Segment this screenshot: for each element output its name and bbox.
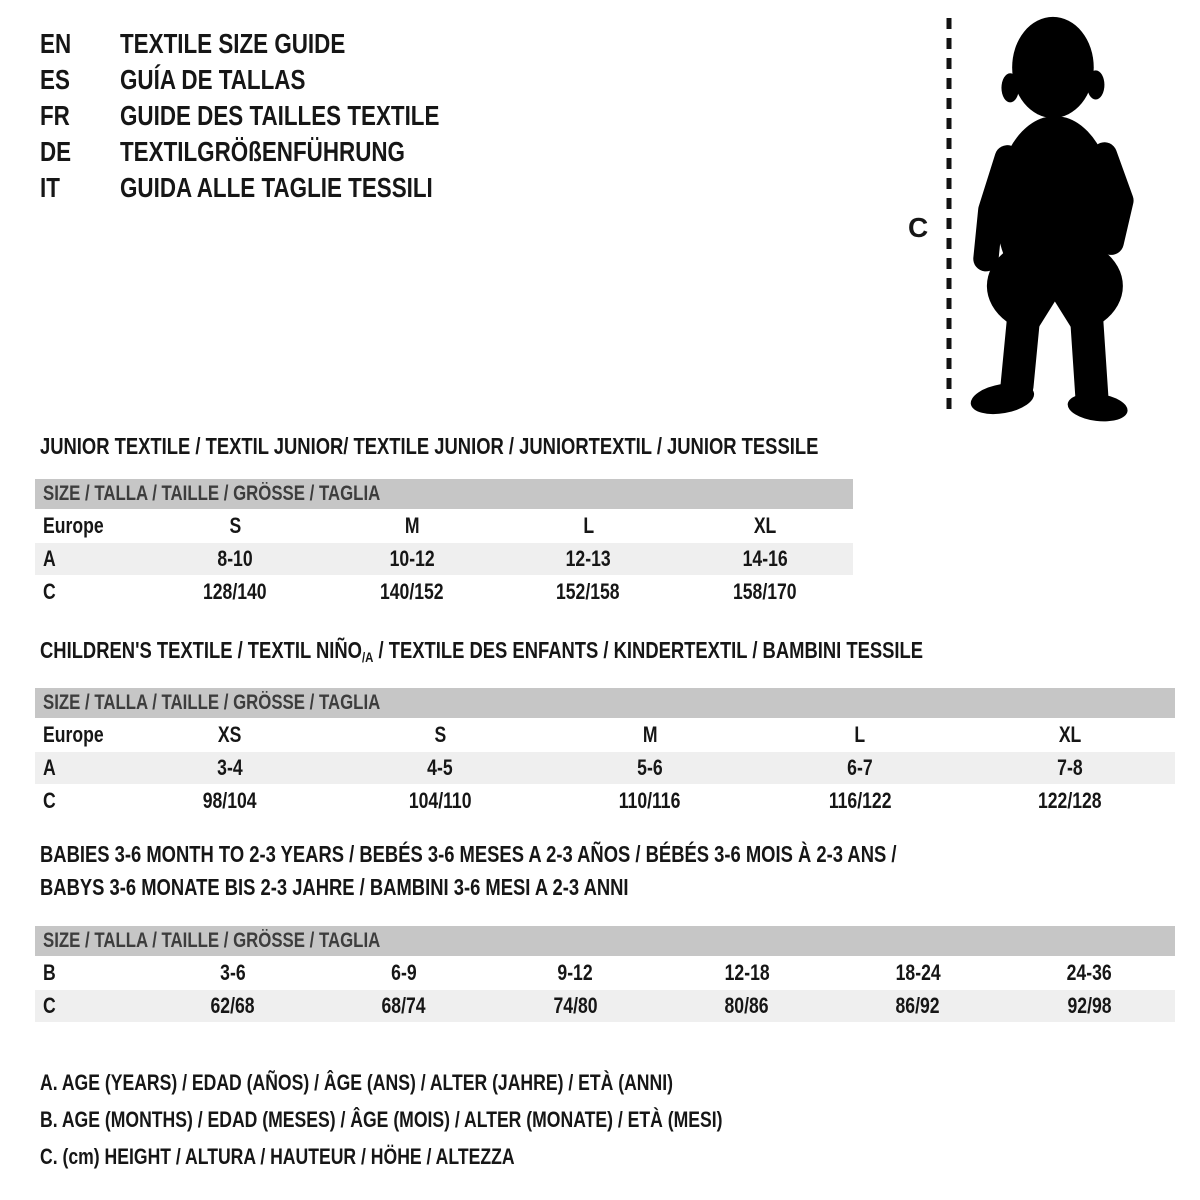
table-cell: S <box>434 722 446 747</box>
table-cell: 12-18 <box>724 960 770 985</box>
table-row <box>35 784 1175 817</box>
table-cell: 80/86 <box>724 993 769 1018</box>
table-cell: 3-6 <box>219 960 246 985</box>
table-cell: 24-36 <box>1066 960 1112 985</box>
table-cell: XL <box>1058 722 1082 747</box>
table-row <box>35 718 1175 751</box>
table-cell: 3-4 <box>217 755 243 780</box>
row-label: C <box>43 993 56 1018</box>
table-cell: 104/110 <box>408 788 472 813</box>
table-row <box>35 956 1175 989</box>
table-cell: 86/92 <box>895 993 940 1018</box>
table-cell: XL <box>753 513 776 538</box>
language-code: FR <box>40 100 70 131</box>
table-header: SIZE / TALLA / TAILLE / GRÖSSE / TAGLIA <box>35 926 1175 956</box>
table-cell: S <box>229 513 242 538</box>
junior-size-table <box>35 479 853 608</box>
children-section-title: CHILDREN'S TEXTILE / TEXTIL NIÑO/A / TEXTILE DES ENFANTS / KINDERTEXTIL / BAMBINI TESSILE <box>40 637 924 666</box>
table-header: SIZE / TALLA / TAILLE / GRÖSSE / TAGLIA <box>35 688 1175 718</box>
table-cell: 140/152 <box>379 579 444 604</box>
height-measure-label: C <box>908 212 929 243</box>
table-cell: 110/116 <box>619 788 681 813</box>
measurement-legend <box>40 1064 893 1175</box>
table-cell: 18-24 <box>895 960 941 985</box>
table-row <box>35 989 1175 1022</box>
table-cell: L <box>582 513 594 538</box>
table-cell: 6-7 <box>847 755 873 780</box>
toddler-silhouette-image <box>958 14 1144 422</box>
language-code: DE <box>40 136 72 167</box>
table-cell: 152/158 <box>556 579 621 604</box>
table-cell: M <box>404 513 420 538</box>
table-cell: 5-6 <box>637 755 663 780</box>
language-code: ES <box>40 64 70 95</box>
children-size-table <box>35 688 1175 817</box>
table-cell: 62/68 <box>210 993 255 1018</box>
babies-section-title: BABIES 3-6 MONTH TO 2-3 YEARS / BEBÉS 3-6 MESES A 2-3 AÑOS / BÉBÉS 3-6 MOIS À 2-3 ANS / BABYS 3-6 MONATE BIS 2-3 JAHRE / BAMBINI 3-6 MESI A 2-3 ANNI <box>40 841 897 900</box>
language-row <box>40 98 640 134</box>
row-label: Europe <box>43 513 104 538</box>
language-row <box>40 62 640 98</box>
height-measure-dashed-line <box>944 14 954 422</box>
table-cell: 6-9 <box>391 960 417 985</box>
language-code: EN <box>40 28 72 59</box>
table-cell: 9-12 <box>557 960 593 985</box>
babies-size-table <box>35 926 1175 1022</box>
table-cell: 10-12 <box>389 546 435 571</box>
row-label: B <box>43 960 56 985</box>
table-cell: 12-13 <box>565 546 611 571</box>
language-row <box>40 170 640 206</box>
legend-line-a: A. AGE (YEARS) / EDAD (AÑOS) / ÂGE (ANS) / ALTER (JAHRE) / ETÀ (ANNI) <box>40 1070 673 1095</box>
language-title: GUIDA ALLE TAGLIE TESSILI <box>120 172 433 203</box>
table-cell: 116/122 <box>828 788 892 813</box>
table-cell: 8-10 <box>217 546 253 571</box>
row-label: A <box>43 546 56 571</box>
nino-a-subscript: /A <box>361 649 374 666</box>
table-cell: L <box>854 722 866 747</box>
table-header: SIZE / TALLA / TAILLE / GRÖSSE / TAGLIA <box>35 479 853 509</box>
language-row <box>40 134 640 170</box>
language-title: GUIDE DES TAILLES TEXTILE <box>120 100 440 131</box>
table-cell: 98/104 <box>203 788 257 813</box>
table-cell: 74/80 <box>553 993 598 1018</box>
row-label: A <box>43 755 56 780</box>
table-cell: 14-16 <box>742 546 788 571</box>
table-cell: 128/140 <box>203 579 268 604</box>
row-label: C <box>43 579 56 604</box>
legend-line-c: C. (cm) HEIGHT / ALTURA / HAUTEUR / HÖHE / ALTEZZA <box>40 1144 515 1169</box>
row-label: Europe <box>43 722 104 747</box>
table-cell: 7-8 <box>1057 755 1083 780</box>
language-title: GUÍA DE TALLAS <box>120 64 306 95</box>
junior-section-title: JUNIOR TEXTILE / TEXTIL JUNIOR/ TEXTILE JUNIOR / JUNIORTEXTIL / JUNIOR TESSILE <box>40 433 819 459</box>
language-title: TEXTILE SIZE GUIDE <box>120 28 346 59</box>
table-row <box>35 509 853 542</box>
language-header <box>40 26 640 206</box>
table-row <box>35 575 853 608</box>
language-row <box>40 26 640 62</box>
table-cell: M <box>642 722 658 747</box>
table-cell: 92/98 <box>1067 993 1112 1018</box>
language-title: TEXTILGRÖßENFÜHRUNG <box>120 136 405 167</box>
legend-line-b: B. AGE (MONTHS) / EDAD (MESES) / ÂGE (MOIS) / ALTER (MONATE) / ETÀ (MESI) <box>40 1107 723 1132</box>
row-label: C <box>43 788 56 813</box>
table-cell: 122/128 <box>1038 788 1102 813</box>
table-cell: 68/74 <box>381 993 427 1018</box>
language-code: IT <box>40 172 60 203</box>
table-row <box>35 542 853 575</box>
table-cell: 4-5 <box>427 755 453 780</box>
table-row <box>35 751 1175 784</box>
table-cell: XS <box>218 722 242 747</box>
table-cell: 158/170 <box>732 579 797 604</box>
